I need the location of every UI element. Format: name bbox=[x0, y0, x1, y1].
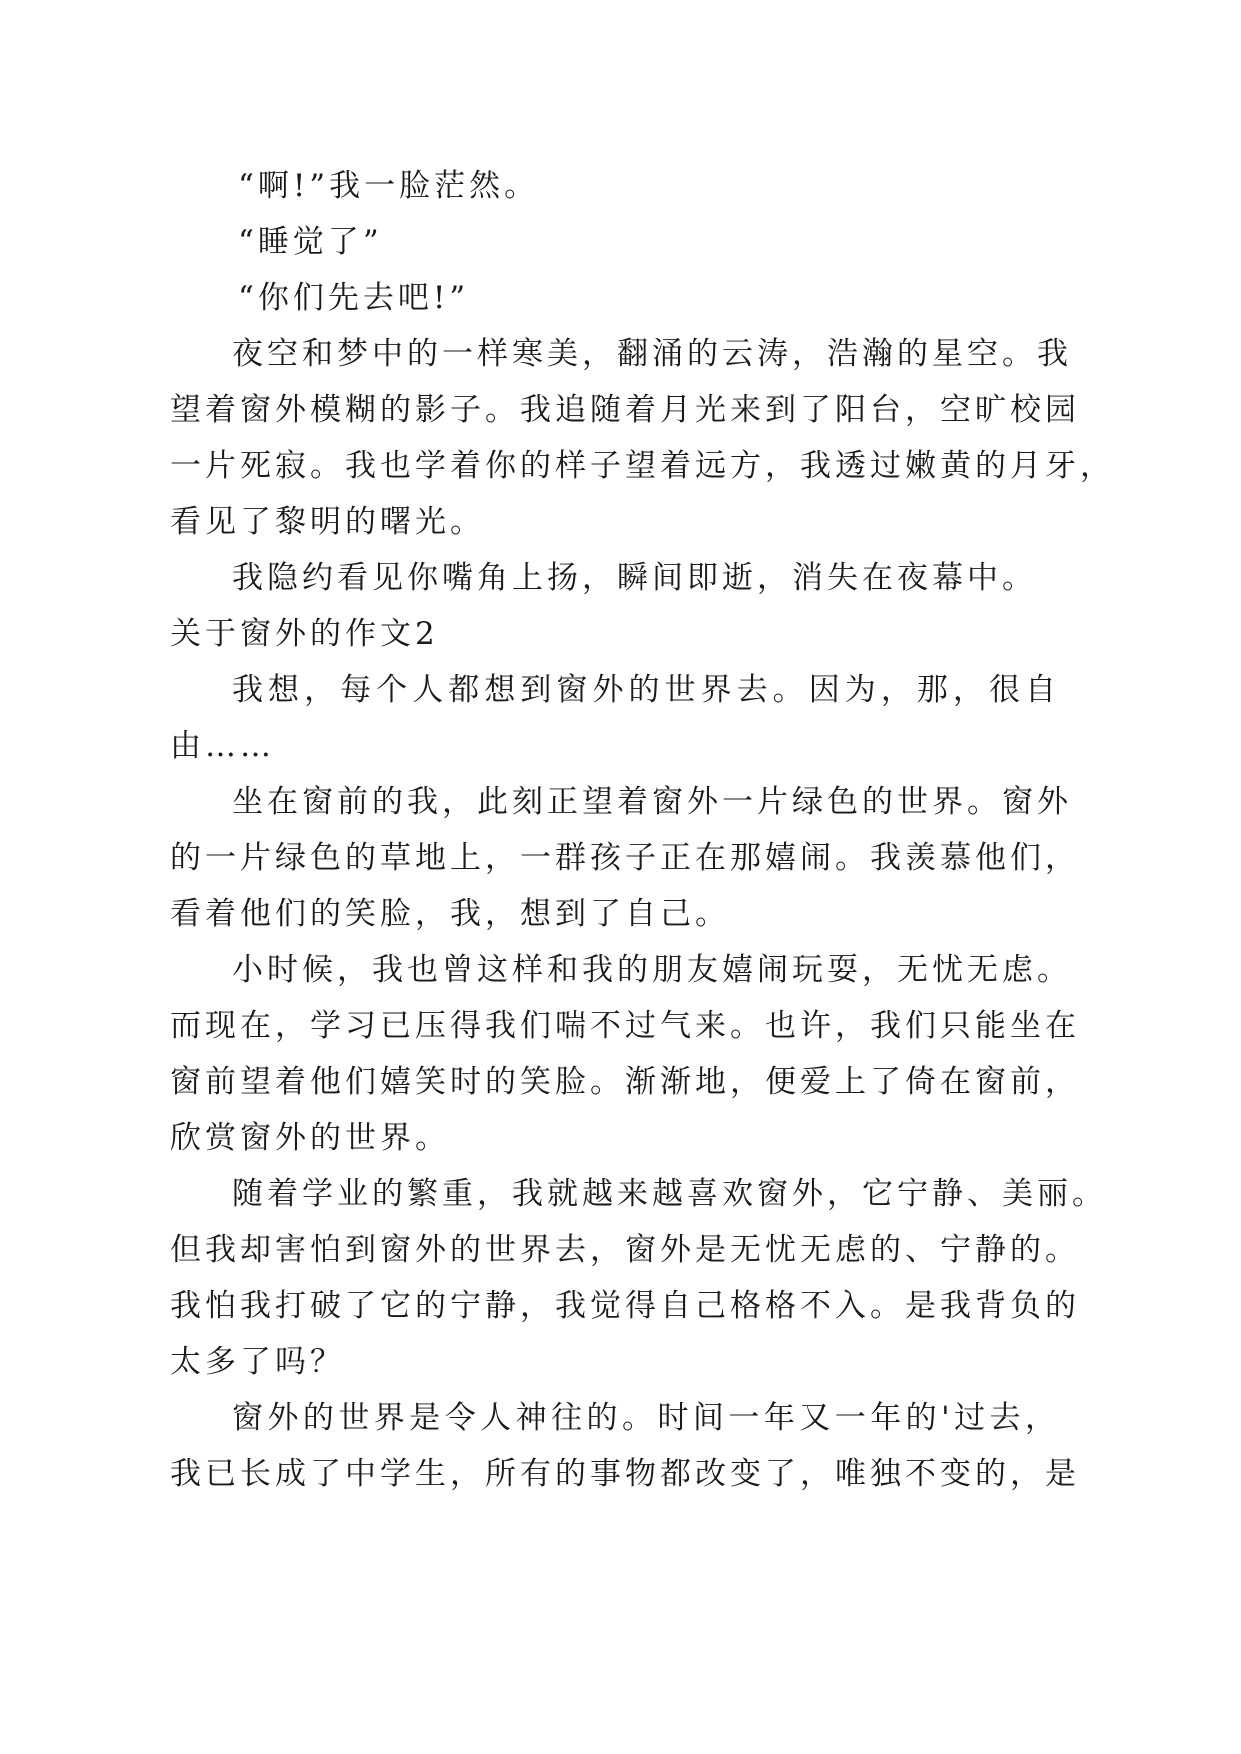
paragraph-line: 坐在窗前的我，此刻正望着窗外一片绿色的世界。窗外 bbox=[232, 784, 1072, 820]
paragraph-line: 而现在，学习已压得我们喘不过气来。也许，我们只能坐在 bbox=[170, 1008, 1080, 1044]
paragraph-line: 看着他们的笑脸，我，想到了自己。 bbox=[170, 896, 730, 932]
paragraph-line: 窗前望着他们嬉笑时的笑脸。渐渐地，便爱上了倚在窗前， bbox=[170, 1064, 1080, 1100]
paragraph-line: 望着窗外模糊的影子。我追随着月光来到了阳台，空旷校园 bbox=[170, 392, 1080, 428]
paragraph-line: 我怕我打破了它的宁静，我觉得自己格格不入。是我背负的 bbox=[170, 1288, 1080, 1324]
paragraph-line: 我想，每个人都想到窗外的世界去。因为，那，很自 bbox=[232, 672, 1060, 708]
paragraph-line: 我隐约看见你嘴角上扬，瞬间即逝，消失在夜幕中。 bbox=[232, 560, 1037, 596]
paragraph-line: 小时候，我也曾这样和我的朋友嬉闹玩耍，无忧无虑。 bbox=[232, 952, 1072, 988]
paragraph-line: 我已长成了中学生，所有的事物都改变了，唯独不变的，是 bbox=[170, 1456, 1080, 1492]
essay-title: 关于窗外的作文2 bbox=[170, 616, 439, 652]
paragraph-line: 夜空和梦中的一样寒美，翻涌的云涛，浩瀚的星空。我 bbox=[232, 336, 1072, 372]
paragraph-line: 欣赏窗外的世界。 bbox=[170, 1120, 450, 1156]
paragraph-line: 一片死寂。我也学着你的样子望着远方，我透过嫩黄的月牙， bbox=[170, 448, 1115, 484]
paragraph-line: 太多了吗？ bbox=[170, 1344, 345, 1380]
dialogue-line: “睡觉了” bbox=[238, 224, 383, 260]
dialogue-line: “你们先去吧!” bbox=[238, 280, 470, 316]
paragraph-line: 窗外的世界是令人神往的。时间一年又一年的'过去， bbox=[232, 1400, 1060, 1436]
paragraph-line: 看见了黎明的曙光。 bbox=[170, 504, 485, 540]
paragraph-line: 的一片绿色的草地上，一群孩子正在那嬉闹。我羡慕他们， bbox=[170, 840, 1080, 876]
paragraph-line: 但我却害怕到窗外的世界去，窗外是无忧无虑的、宁静的。 bbox=[170, 1232, 1080, 1268]
paragraph-line: 随着学业的繁重，我就越来越喜欢窗外，它宁静、美丽。 bbox=[232, 1176, 1107, 1212]
dialogue-line: “啊!”我一脸茫然。 bbox=[238, 168, 540, 204]
paragraph-line: 由…… bbox=[170, 728, 275, 764]
